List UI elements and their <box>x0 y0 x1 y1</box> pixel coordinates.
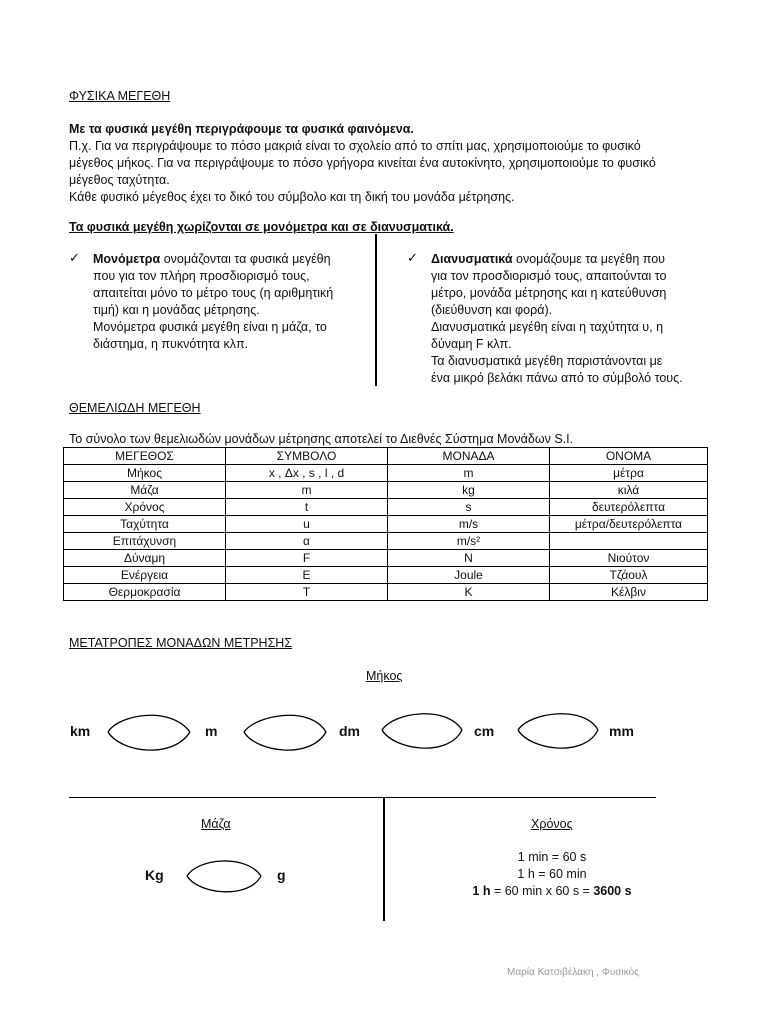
table-row <box>64 482 708 499</box>
conversion-arc-icon <box>382 714 462 730</box>
vector-line: Διανυσματικά μεγέθη είναι η ταχύτητα υ, η <box>431 320 664 334</box>
vector-line: μέτρο, μονάδα μέτρησης και η κατεύθυνση <box>431 286 667 300</box>
vertical-divider <box>383 797 385 921</box>
table-cell: E <box>226 567 388 584</box>
table-cell: Δύναμη <box>64 550 226 567</box>
checkmark-icon: ✓ <box>69 250 80 265</box>
table-cell: μέτρα <box>550 465 708 482</box>
time-line: 1 min = 60 s <box>517 850 587 864</box>
table-cell <box>550 533 708 550</box>
table-cell: Επιτάχυνση <box>64 533 226 550</box>
mass-title: Μάζα <box>201 817 231 831</box>
intro-paragraph <box>69 138 709 206</box>
section-heading-physical-quantities: ΦΥΣΙΚΑ ΜΕΓΕΘΗ <box>69 89 171 103</box>
checkmark-icon: ✓ <box>407 250 418 265</box>
table-cell: Νιούτον <box>550 550 708 567</box>
si-sentence: Το σύνολο των θεμελιωδών μονάδων μέτρησης αποτελεί το Διεθνές Σύστημα Μονάδων S.I. <box>69 432 574 446</box>
time-title: Χρόνος <box>531 817 573 831</box>
scalar-line: Μονόμετρα φυσικά μεγέθη είναι η μάζα, το <box>93 320 327 334</box>
table-cell: x , Δx , s , l , d <box>226 465 388 482</box>
column-header: ΜΟΝΑΔΑ <box>388 448 550 465</box>
intro-bold-sentence: Με τα φυσικά μεγέθη περιγράφουμε τα φυσικά φαινόμενα. <box>69 122 414 136</box>
unit-label-mm: mm <box>609 723 634 739</box>
table-cell: m/s <box>388 516 550 533</box>
table-row <box>64 567 708 584</box>
conversion-arc-icon <box>518 714 598 730</box>
conversion-arc-icon <box>244 715 326 732</box>
conversion-arc-icon <box>108 732 190 750</box>
column-header: ΟΝΟΜΑ <box>550 448 708 465</box>
unit-label-km: km <box>70 723 91 739</box>
vector-line: Τα διανυσματικά μεγέθη παριστάνονται με <box>431 354 663 368</box>
table-row <box>64 499 708 516</box>
table-row <box>64 465 708 482</box>
table-cell: N <box>388 550 550 567</box>
table-row <box>64 584 708 601</box>
table-row <box>64 533 708 550</box>
table-cell: Κέλβιν <box>550 584 708 601</box>
section-heading-unit-conversions: ΜΕΤΑΤΡΟΠΕΣ ΜΟΝΑΔΩΝ ΜΕΤΡΗΣΗΣ <box>69 636 293 650</box>
vector-line: ένα μικρό βελάκι πάνω από το σύμβολό τους. <box>431 371 683 385</box>
division-heading: Τα φυσικά μεγέθη χωρίζονται σε μονόμετρα και σε διανυσματικά. <box>69 220 454 234</box>
vector-line: για τον προσδιορισμό τους, απαιτούνται το <box>431 269 667 283</box>
intro-line: Κάθε φυσικό μέγεθος έχει το δικό του σύμβολο και τη δική του μονάδα μέτρησης. <box>69 190 515 204</box>
si-units-table <box>63 447 708 601</box>
time-line-total <box>440 883 664 900</box>
vector-line: δύναμη F κλπ. <box>431 337 512 351</box>
table-cell: Ενέργεια <box>64 567 226 584</box>
table-cell: Μήκος <box>64 465 226 482</box>
scalar-line: διάστημα, η πυκνότητα κλπ. <box>93 337 249 351</box>
time-line-part: 3600 s <box>593 884 632 898</box>
intro-line: μέγεθος μήκος. Για να περιγράψουμε το πόσο γρήγορα κινείται ένα αυτοκίνητο, χρησιμοποιούμε το φυσικό <box>69 156 656 170</box>
horizontal-divider <box>69 797 656 798</box>
table-cell: Joule <box>388 567 550 584</box>
conversion-arc-icon <box>244 732 326 750</box>
intro-line: μέγεθος ταχύτητα. <box>69 173 170 187</box>
table-cell: δευτερόλεπτα <box>550 499 708 516</box>
scalar-line: απαιτείται μόνο το μέτρο τους (η αριθμητική <box>93 286 334 300</box>
table-cell: T <box>226 584 388 601</box>
scalar-line: τιμή) και η μονάδας μέτρησης. <box>93 303 260 317</box>
unit-label-dm: dm <box>339 723 360 739</box>
conversion-arc-icon <box>187 876 261 892</box>
table-cell: α <box>226 533 388 550</box>
table-row <box>64 516 708 533</box>
table-cell: s <box>388 499 550 516</box>
conversion-arc-icon <box>187 861 261 876</box>
conversion-arc-icon <box>382 730 462 748</box>
time-line-part: 1 h <box>472 884 491 898</box>
table-cell: μέτρα/δευτερόλεπτα <box>550 516 708 533</box>
table-cell: m <box>226 482 388 499</box>
conversion-arc-icon <box>518 730 598 748</box>
column-divider <box>375 234 377 386</box>
mass-conversion-arcs <box>0 850 380 910</box>
unit-label-m: m <box>205 723 218 739</box>
unit-label-g: g <box>277 867 286 883</box>
intro-line: Π.χ. Για να περιγράψουμε το πόσο μακριά είναι το σχολείο από το σπίτι μας, χρησιμοποιούμε το φυσικό <box>69 139 641 153</box>
vector-line: ονομάζουμε τα μεγέθη που <box>512 252 665 266</box>
length-conversion-arcs <box>0 700 768 770</box>
table-cell: κιλά <box>550 482 708 499</box>
table-cell: Τζάουλ <box>550 567 708 584</box>
table-cell: m <box>388 465 550 482</box>
unit-label-cm: cm <box>474 723 495 739</box>
column-header: ΣΥΜΒΟΛΟ <box>226 448 388 465</box>
vector-title: Διανυσματικά <box>431 252 513 266</box>
table-row <box>64 550 708 567</box>
section-heading-fundamental-quantities: ΘΕΜΕΛΙΩΔΗ ΜΕΓΕΘΗ <box>69 401 201 415</box>
table-cell: u <box>226 516 388 533</box>
column-header: ΜΕΓΕΘΟΣ <box>64 448 226 465</box>
table-cell: Θερμοκρασία <box>64 584 226 601</box>
table-cell: kg <box>388 482 550 499</box>
time-line: 1 h = 60 min <box>517 867 587 881</box>
table-cell: K <box>388 584 550 601</box>
vector-line: (διεύθυνση και φορά). <box>431 303 553 317</box>
footer-author: Μαρία Κατσιβέλακη , Φυσικός <box>507 967 639 978</box>
time-line-part: = 60 min x 60 s = <box>490 884 594 898</box>
scalar-line: ονομάζονται τα φυσικά μεγέθη <box>160 252 331 266</box>
scalar-title: Μονόμετρα <box>93 252 161 266</box>
table-cell: t <box>226 499 388 516</box>
length-title: Μήκος <box>366 669 403 683</box>
table-cell: Ταχύτητα <box>64 516 226 533</box>
vector-description <box>431 251 711 387</box>
table-cell: Χρόνος <box>64 499 226 516</box>
table-cell: F <box>226 550 388 567</box>
scalar-description <box>93 251 373 353</box>
table-header-row <box>64 448 708 465</box>
unit-label-kg: Kg <box>145 867 164 883</box>
conversion-arc-icon <box>108 715 190 732</box>
table-cell: m/s² <box>388 533 550 550</box>
time-conversions <box>440 849 664 900</box>
scalar-line: που για τον πλήρη προσδιορισμό τους, <box>93 269 310 283</box>
table-cell: Μάζα <box>64 482 226 499</box>
